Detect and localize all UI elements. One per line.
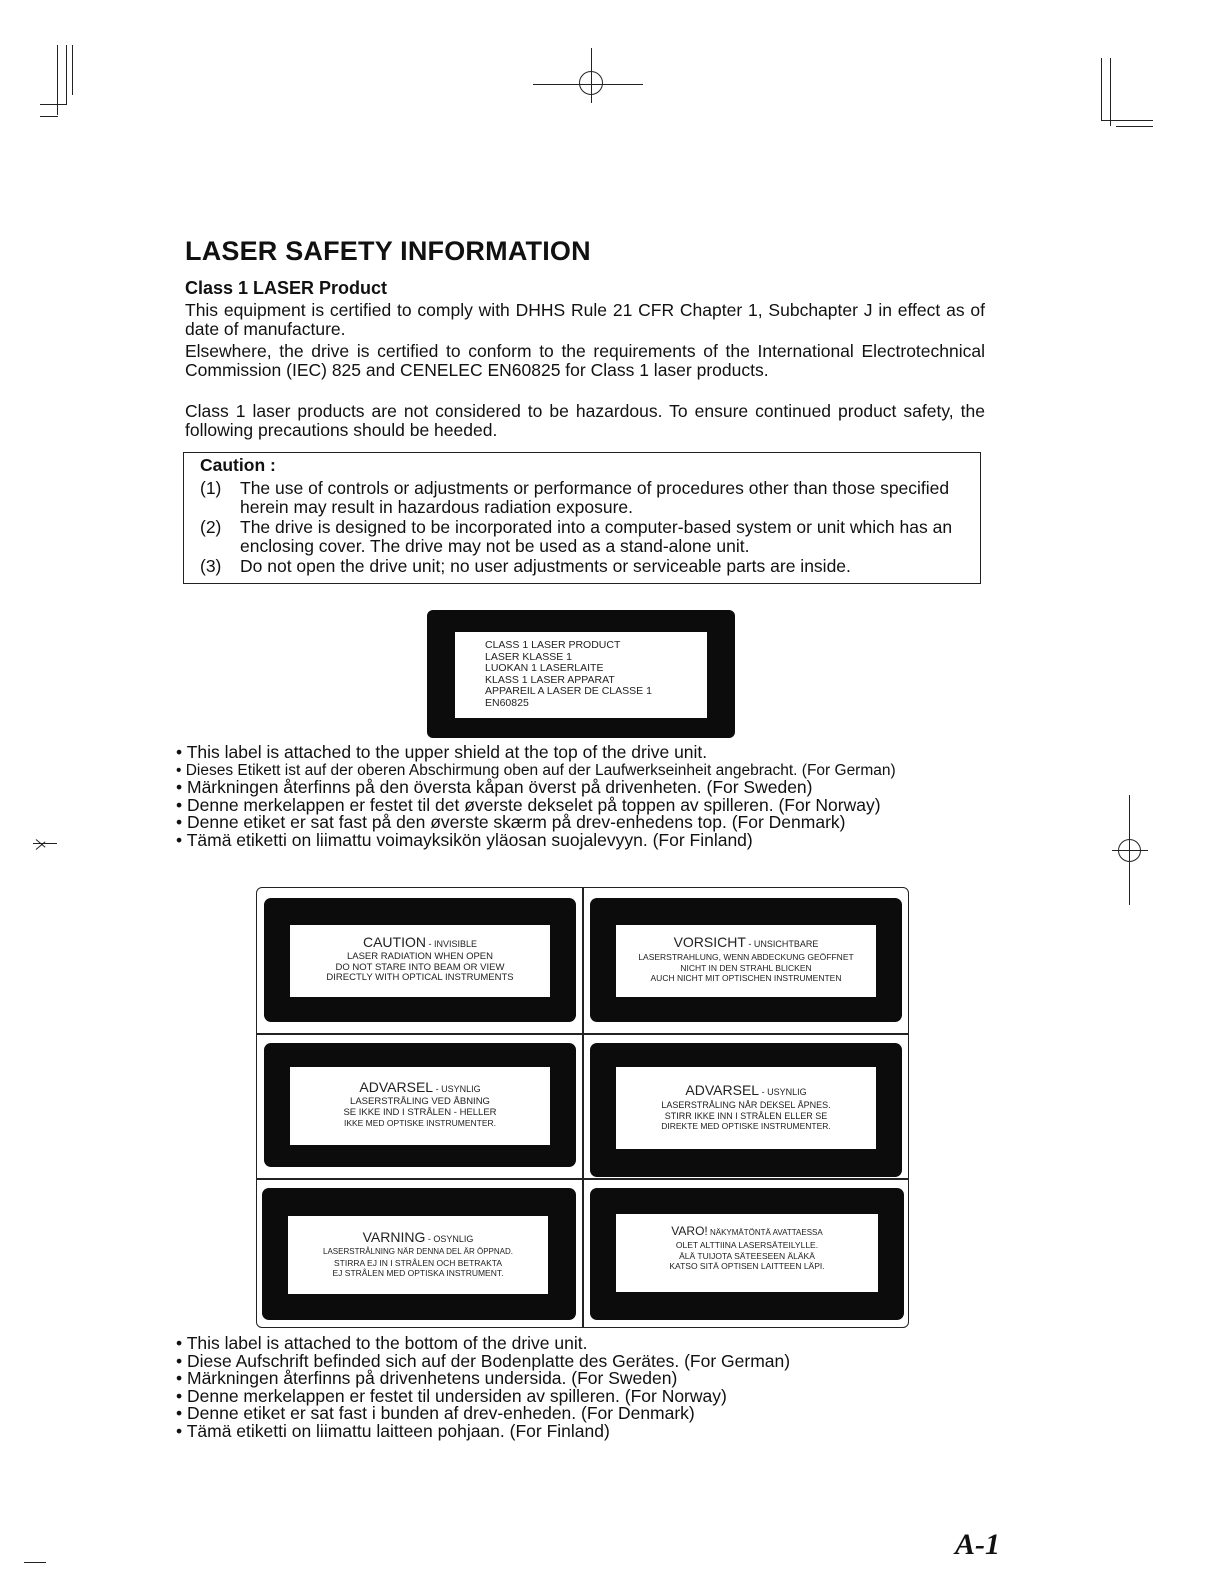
warning-label-finnish bbox=[590, 1188, 904, 1320]
class1-label-line: CLASS 1 LASER PRODUCT bbox=[485, 639, 621, 651]
warning-label-heading: VORSICHT - UNSICHTBARE bbox=[673, 934, 819, 950]
list-item: • Denne merkelappen er festet til undersiden av spilleren. (For Norway) bbox=[176, 1385, 727, 1406]
warning-label-heading: ADVARSEL - USYNLIG bbox=[359, 1079, 481, 1095]
warning-label-heading: VARO! NÄKYMÄTÖNTÄ AVATTAESSA bbox=[671, 1224, 823, 1238]
warning-label-english bbox=[264, 898, 576, 1022]
list-item: • Denne merkelappen er festet til det øverste dekselet på toppen av spilleren. (For Norway) bbox=[176, 794, 881, 815]
class1-label-line: LUOKAN 1 LASERLAITE bbox=[485, 662, 604, 674]
class1-label-line: KLASS 1 LASER APPARAT bbox=[485, 673, 615, 686]
caution-title: Caution : bbox=[200, 455, 276, 475]
list-item: • This label is attached to the upper shield at the top of the drive unit. bbox=[176, 742, 708, 762]
list-item: • Tämä etiketti on liimattu laitteen pohjaan. (For Finland) bbox=[176, 1420, 610, 1441]
warning-label-line: NICHT IN DEN STRAHL BLICKEN bbox=[680, 962, 812, 973]
list-item: • Märkningen återfinns på drivenhetens undersida. (For Sweden) bbox=[176, 1368, 678, 1388]
list-item: • Diese Aufschrift befinded sich auf der Bodenplatte des Gerätes. (For German) bbox=[176, 1350, 791, 1371]
warning-label-line: DIRECTLY WITH OPTICAL INSTRUMENTS bbox=[326, 972, 514, 983]
warning-label-line: OLET ALTTIINA LASERSÄTEILYLLE. bbox=[675, 1240, 819, 1250]
paragraph-precautions: Class 1 laser products are not considered to be hazardous. To ensure continued product safety, the following precautions should be heeded. bbox=[185, 401, 985, 440]
list-item: • Märkningen återfinns på den översta kåpan överst på drivenheten. (For Sweden) bbox=[176, 777, 813, 797]
caution-box bbox=[183, 452, 981, 584]
warning-label-line: AUCH NICHT MIT OPTISCHEN INSTRUMENTEN bbox=[650, 973, 842, 983]
warning-label-norwegian bbox=[590, 1043, 902, 1177]
warning-label-heading: CAUTION - INVISIBLE bbox=[362, 934, 478, 950]
caution-item-text: Do not open the drive unit; no user adjustments or serviceable parts are inside. bbox=[240, 556, 851, 576]
warning-label-line: LASERSTRÅLNING NÄR DENNA DEL ÄR ÖPPNAD. bbox=[323, 1247, 513, 1256]
warning-label-line: IKKE MED OPTISKE INSTRUMENTER. bbox=[343, 1118, 497, 1128]
list-item: • Dieses Etikett ist auf der oberen Abschirmung oben auf der Laufwerkseinheit angebracht. (For German) bbox=[176, 761, 896, 779]
class1-label-panel bbox=[455, 632, 707, 718]
warning-label-german bbox=[590, 898, 902, 1022]
list-item: • Denne etiket er sat fast på den øverste skærm på drev-enhedens top. (For Denmark) bbox=[176, 812, 846, 832]
warning-label-line: SE IKKE IND I STRÅLEN - HELLER bbox=[343, 1106, 497, 1118]
warning-label-line: ÄLÄ TUIJOTA SÄTEESEEN ÄLÄKÄ bbox=[679, 1250, 815, 1261]
warning-label-line: KATSO SITÄ OPTISEN LAITTEEN LÄPI. bbox=[669, 1261, 825, 1271]
caution-item-number: (1) bbox=[200, 478, 222, 498]
class1-label-line: LASER KLASSE 1 bbox=[485, 650, 572, 663]
bottom-label-bullets bbox=[176, 1335, 976, 1440]
list-item: • This label is attached to the bottom of the drive unit. bbox=[176, 1333, 588, 1353]
grid-divider bbox=[257, 1178, 908, 1180]
grid-divider bbox=[257, 1033, 908, 1035]
warning-label-line: DO NOT STARE INTO BEAM OR VIEW bbox=[335, 961, 505, 973]
caution-item-text: The use of controls or adjustments or performance of procedures other than those specified herein may result in hazardous radiation exposure. bbox=[240, 478, 950, 517]
top-label-bullets bbox=[176, 744, 976, 849]
grid-divider bbox=[582, 888, 584, 1327]
warning-label-line: LASERSTRÅLING VED ÅBNING bbox=[350, 1096, 490, 1107]
warning-label-swedish bbox=[262, 1188, 576, 1320]
list-item: • Tämä etiketti on liimattu voimayksikön yläosan suojalevyyn. (For Finland) bbox=[176, 829, 753, 850]
caution-item-number: (2) bbox=[200, 517, 222, 537]
warning-label-line: EJ STRÅLEN MED OPTISKA INSTRUMENT. bbox=[332, 1268, 504, 1278]
page-number: A-1 bbox=[955, 1528, 1000, 1561]
class1-label-line: EN60825 bbox=[485, 696, 529, 709]
paragraph-iec: Elsewhere, the drive is certified to conform to the requirements of the International Electrotechnical Commission (IEC) 825 and CENELEC EN60825 for Class 1 laser products. bbox=[185, 341, 985, 380]
paragraph-dhhs: This equipment is certified to comply with DHHS Rule 21 CFR Chapter 1, Subchapter J in effect as of date of manufacture. bbox=[185, 300, 985, 339]
warning-label-line: LASERSTRÅLING NÅR DEKSEL ÅPNES. bbox=[661, 1100, 831, 1110]
warning-label-line: STIRRA EJ IN I STRÅLEN OCH BETRAKTA bbox=[334, 1257, 502, 1268]
list-item: • Denne etiket er sat fast i bunden af drev-enheden. (For Denmark) bbox=[176, 1403, 695, 1423]
warning-label-line: LASER RADIATION WHEN OPEN bbox=[346, 951, 494, 962]
warning-label-heading: ADVARSEL - USYNLIG bbox=[685, 1082, 807, 1098]
warning-label-line: STIRR IKKE INN I STRÅLEN ELLER SE bbox=[664, 1110, 828, 1121]
caution-item-number: (3) bbox=[200, 556, 222, 576]
section-subtitle: Class 1 LASER Product bbox=[185, 278, 388, 298]
caution-item-text: The drive is designed to be incorporated into a computer-based system or unit which has an enclosing cover. The drive may not be used as a stand-alone unit. bbox=[240, 517, 953, 556]
class1-label-line: APPAREIL A LASER DE CLASSE 1 bbox=[485, 685, 652, 697]
warning-label-line: DIREKTE MED OPTISKE INSTRUMENTER. bbox=[661, 1121, 831, 1131]
page-title: LASER SAFETY INFORMATION bbox=[185, 236, 591, 266]
warning-label-heading: VARNING - OSYNLIG bbox=[362, 1229, 474, 1245]
warning-label-danish bbox=[264, 1043, 576, 1167]
warning-label-line: LASERSTRAHLUNG, WENN ABDECKUNG GEÖFFNET bbox=[638, 952, 854, 962]
class1-laser-label bbox=[427, 610, 735, 738]
